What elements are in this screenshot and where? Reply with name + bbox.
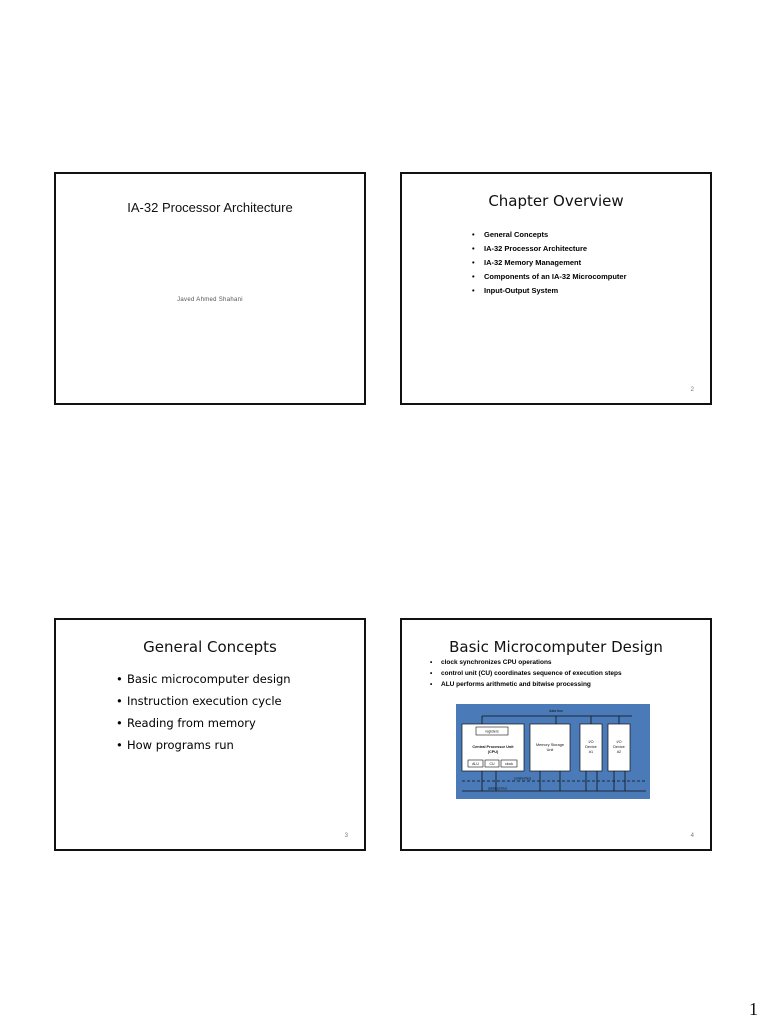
- slide-number: 4: [690, 833, 694, 839]
- slide-1: [54, 172, 366, 405]
- slide-number: 2: [690, 387, 694, 393]
- bullet-item: • control unit (CU) coordinates sequence of execution steps: [430, 670, 622, 677]
- microcomputer-diagram: [456, 704, 650, 799]
- io-device-1-line3: #1: [588, 750, 594, 754]
- slide-number: 3: [344, 833, 348, 839]
- io-device-1-line2: Device: [585, 745, 597, 749]
- memory-label-line2: Unit: [546, 748, 554, 752]
- memory-label-line1: Memory Storage: [535, 743, 565, 747]
- bullet-list: [116, 672, 291, 760]
- page-number: 1: [749, 999, 758, 1019]
- alu-label: ALU: [472, 762, 479, 766]
- bullet-item: • ALU performs arithmetic and bitwise processing: [430, 681, 622, 688]
- bullet-item: • clock synchronizes CPU operations: [430, 659, 622, 666]
- clock-label: clock: [505, 762, 513, 766]
- slide-2: [400, 172, 712, 405]
- bullet-item: • General Concepts: [472, 230, 627, 239]
- data-bus-label: data bus: [549, 709, 563, 713]
- author-name: Javed Ahmed Shahani: [177, 297, 243, 303]
- bullet-item: • Basic microcomputer design: [116, 672, 291, 686]
- bullet-item: • Components of an IA-32 Microcomputer: [472, 272, 627, 281]
- slide-title: Basic Microcomputer Design: [449, 638, 663, 656]
- registers-label: registers: [485, 729, 499, 734]
- bullet-item: • IA-32 Processor Architecture: [472, 244, 627, 253]
- bullet-item: • Input-Output System: [472, 286, 627, 295]
- io-device-1-line1: I/O: [588, 740, 594, 744]
- control-bus-label: control bus: [514, 776, 532, 781]
- cu-label: CU: [489, 762, 495, 766]
- bullet-item: • IA-32 Memory Management: [472, 258, 627, 267]
- bullet-list: [430, 659, 622, 692]
- bullet-item: • Instruction execution cycle: [116, 694, 291, 708]
- bullet-item: • Reading from memory: [116, 716, 291, 730]
- slide-title: General Concepts: [143, 638, 277, 656]
- slide-title: Chapter Overview: [488, 192, 624, 210]
- cpu-label-line2: (CPU): [487, 750, 499, 754]
- bullet-list: [472, 230, 627, 300]
- slide-3: [54, 618, 366, 851]
- io-device-2-line2: Device: [613, 745, 625, 749]
- io-device-2-line3: #2: [616, 750, 622, 754]
- slide-title: IA-32 Processor Architecture: [127, 200, 293, 215]
- io-device-2-line1: I/O: [616, 740, 622, 744]
- cpu-label-line1: Central Processor Unit: [472, 745, 514, 749]
- bullet-item: • How programs run: [116, 738, 291, 752]
- address-bus-label: address bus: [488, 786, 508, 791]
- slide-4: [400, 618, 712, 851]
